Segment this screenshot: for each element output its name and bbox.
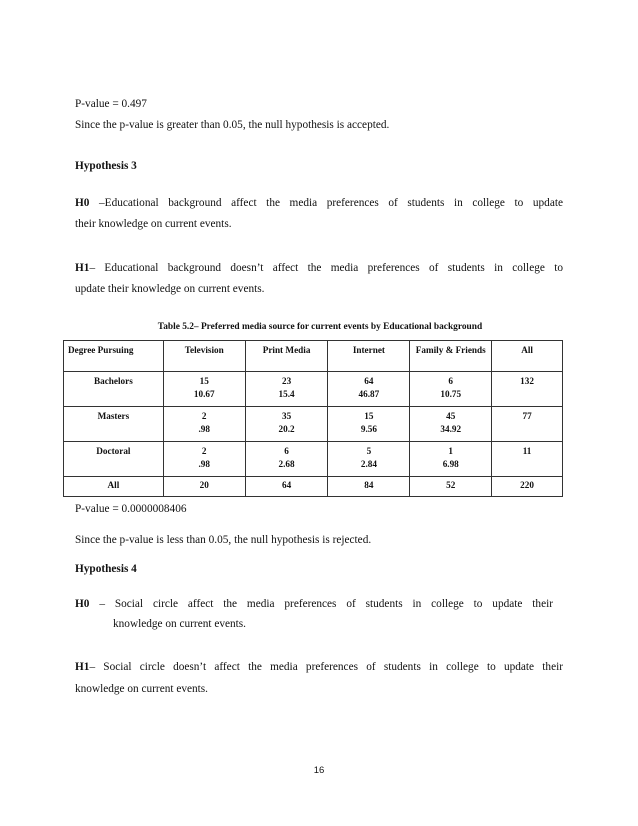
- table-cell: [163, 442, 245, 477]
- hyp3-h1-line1: [75, 261, 563, 275]
- table-header-row: [64, 341, 563, 372]
- expected-value: 46.87: [358, 389, 380, 399]
- table-cell: [245, 407, 328, 442]
- hyp3-h0-text: –Educational background affect the media preferences of students in college to update: [99, 197, 563, 209]
- expected-value: 15.4: [278, 389, 295, 399]
- table-cell: [245, 442, 328, 477]
- header-family-friends: Family & Friends: [410, 341, 492, 372]
- observed-value: 6: [284, 446, 289, 456]
- row-label-bachelors: Bachelors: [64, 372, 164, 407]
- row-label-doctoral: Doctoral: [64, 442, 164, 477]
- header-television: Television: [163, 341, 245, 372]
- table-cell: [163, 407, 245, 442]
- expected-value: .98: [198, 424, 210, 434]
- table-row: [64, 372, 563, 407]
- observed-value: 5: [366, 446, 372, 456]
- hyp4-h1-label: H1: [75, 661, 90, 673]
- total-family-friends: 52: [410, 477, 492, 497]
- heading-hypothesis-4: Hypothesis 4: [75, 563, 137, 575]
- hyp4-h1-line2: knowledge on current events.: [75, 683, 209, 695]
- table-cell: [328, 372, 410, 407]
- hyp4-h1-text: – Social circle doesn’t affect the media preferences of students in college to update their: [89, 661, 563, 673]
- observed-value: 1: [448, 446, 454, 456]
- table-cell: [410, 407, 492, 442]
- table-row: [64, 442, 563, 477]
- hyp4-h0-line2: knowledge on current events.: [113, 618, 247, 630]
- media-preference-table: [63, 340, 563, 497]
- expected-value: 10.75: [440, 389, 462, 399]
- expected-value: 6.98: [442, 459, 459, 469]
- table-cell: [410, 442, 492, 477]
- hyp3-h1-label: H1: [75, 262, 90, 274]
- row-total: 77: [492, 407, 563, 442]
- p-value-hyp2: P-value = 0.497: [75, 98, 147, 110]
- expected-value: 20.2: [278, 424, 295, 434]
- row-label-masters: Masters: [64, 407, 164, 442]
- table-cell: [328, 407, 410, 442]
- observed-value: 2: [201, 411, 207, 421]
- table-total-row: [64, 477, 563, 497]
- observed-value: 45: [446, 411, 456, 421]
- table-cell: [328, 442, 410, 477]
- total-print-media: 64: [245, 477, 328, 497]
- hyp4-h0-line1: [75, 597, 553, 611]
- row-total: 11: [492, 442, 563, 477]
- table-row: [64, 407, 563, 442]
- page-number: 16: [313, 765, 325, 776]
- observed-value: 2: [201, 446, 207, 456]
- conclusion-hyp3: Since the p-value is less than 0.05, the null hypothesis is rejected.: [75, 534, 372, 546]
- expected-value: 2.84: [360, 459, 377, 469]
- expected-value: 9.56: [360, 424, 377, 434]
- table-cell: [163, 372, 245, 407]
- observed-value: 64: [364, 376, 374, 386]
- hyp4-h0-text: – Social circle affect the media preferences of students in college to update their: [99, 598, 553, 610]
- header-internet: Internet: [328, 341, 410, 372]
- p-value-hyp3: P-value = 0.0000008406: [75, 503, 187, 515]
- table-caption: Table 5.2– Preferred media source for current events by Educational background: [157, 322, 483, 332]
- observed-value: 35: [281, 411, 292, 421]
- heading-hypothesis-3: Hypothesis 3: [75, 160, 137, 172]
- hyp3-h0-label: H0: [75, 197, 90, 209]
- total-television: 20: [163, 477, 245, 497]
- table-cell: [410, 372, 492, 407]
- header-print-media: Print Media: [245, 341, 328, 372]
- hyp4-h0-label: H0: [75, 598, 90, 610]
- expected-value: 34.92: [440, 424, 462, 434]
- expected-value: 10.67: [193, 389, 215, 399]
- observed-value: 15: [364, 411, 374, 421]
- grand-total: 220: [492, 477, 563, 497]
- expected-value: 2.68: [278, 459, 295, 469]
- header-all: All: [492, 341, 563, 372]
- hyp3-h1-text: – Educational background doesn’t affect the media preferences of students in college to: [89, 262, 563, 274]
- conclusion-hyp2: Since the p-value is greater than 0.05, the null hypothesis is accepted.: [75, 119, 390, 131]
- observed-value: 15: [199, 376, 209, 386]
- row-total: 132: [492, 372, 563, 407]
- header-degree-pursuing: Degree Pursuing: [64, 341, 164, 372]
- total-internet: 84: [328, 477, 410, 497]
- table-cell: [245, 372, 328, 407]
- hyp3-h0-line2: their knowledge on current events.: [75, 218, 232, 230]
- expected-value: .98: [198, 459, 210, 469]
- hyp4-h1-line1: [75, 660, 563, 674]
- observed-value: 6: [448, 376, 454, 386]
- total-row-label: All: [64, 477, 164, 497]
- hyp3-h0-line1: [75, 196, 563, 210]
- observed-value: 23: [281, 376, 292, 386]
- hyp3-h1-line2: update their knowledge on current events.: [75, 283, 265, 295]
